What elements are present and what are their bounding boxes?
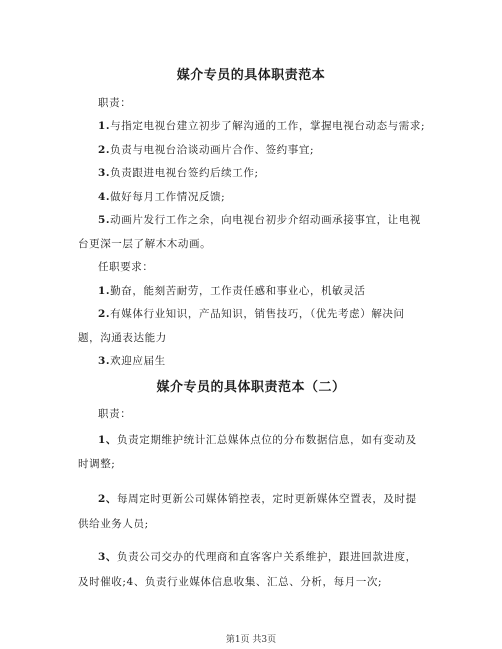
duty-number: 3. <box>98 167 111 179</box>
section1-duties-heading: 职责： <box>98 97 132 109</box>
section1-duty-2 <box>98 142 314 157</box>
duty-text: 负责跟进电视台签约后续工作; <box>110 167 259 179</box>
item-number: 3、 <box>98 551 118 563</box>
section1-duty-5 <box>98 212 421 227</box>
item-text: 每周定时更新公司媒体销控表，定时更新媒体空置表，及时提 <box>117 493 417 505</box>
requirement-text: 欢迎应届生 <box>110 355 166 367</box>
page-number-footer: 第1页 共3页 <box>225 635 277 645</box>
section1-duty-1 <box>98 118 425 133</box>
requirement-text: 有媒体行业知识，产品知识，销售技巧，（优先考虑）解决问 <box>110 308 405 320</box>
duty-number: 2. <box>98 144 111 156</box>
section2-item-1 <box>98 432 417 447</box>
duty-text: 做好每月工作情况反馈; <box>110 191 226 203</box>
section2-duties-heading: 职责： <box>98 408 132 420</box>
section2-title: 媒介专员的具体职责范本（二） <box>156 380 346 395</box>
duty-text: 动画片发行工作之余，向电视台初步介绍动画承接事宜，让电视 <box>110 214 421 226</box>
item-text: 负责定期维护统计汇总媒体点位的分布数据信息，如有变动及 <box>117 434 417 446</box>
section1-requirements-heading: 任职要求： <box>98 261 154 273</box>
section1-requirement-2 <box>98 306 405 321</box>
duty-text: 与指定电视台建立初步了解沟通的工作，掌握电视台动态与需求; <box>110 120 426 132</box>
section2-item-2-continued: 供给业务人员; <box>78 518 149 530</box>
section2-item-2 <box>98 491 417 506</box>
section2-item-3-continued: 及时催收;4、负责行业媒体信息收集、汇总、分析，每月一次; <box>78 576 383 588</box>
requirement-number: 1. <box>98 285 111 297</box>
section1-requirement-3 <box>98 353 166 368</box>
requirement-number: 2. <box>98 308 111 320</box>
section1-duty-3 <box>98 165 259 180</box>
duty-number: 1. <box>98 120 111 132</box>
section1-title: 媒介专员的具体职责范本 <box>176 68 326 83</box>
duty-number: 5. <box>98 214 111 226</box>
requirement-number: 3. <box>98 355 111 367</box>
section1-duty-4 <box>98 189 225 204</box>
section2-item-3 <box>98 549 417 564</box>
requirement-text: 勤奋，能刻苦耐劳，工作责任感和事业心，机敏灵活 <box>110 285 366 297</box>
section1-requirement-1 <box>98 283 365 298</box>
duty-text: 负责与电视台洽谈动画片合作、签约事宜; <box>110 144 315 156</box>
section1-duty-5-continued: 台更深一层了解木木动画。 <box>78 238 212 250</box>
item-number: 1、 <box>98 434 118 446</box>
item-number: 2、 <box>98 493 118 505</box>
duty-number: 4. <box>98 191 111 203</box>
section1-requirement-2-continued: 题，沟通表达能力 <box>78 332 167 344</box>
section2-item-1-continued: 时调整; <box>78 458 116 470</box>
item-text: 负责公司交办的代理商和直客客户关系维护，跟进回款进度， <box>117 551 417 563</box>
